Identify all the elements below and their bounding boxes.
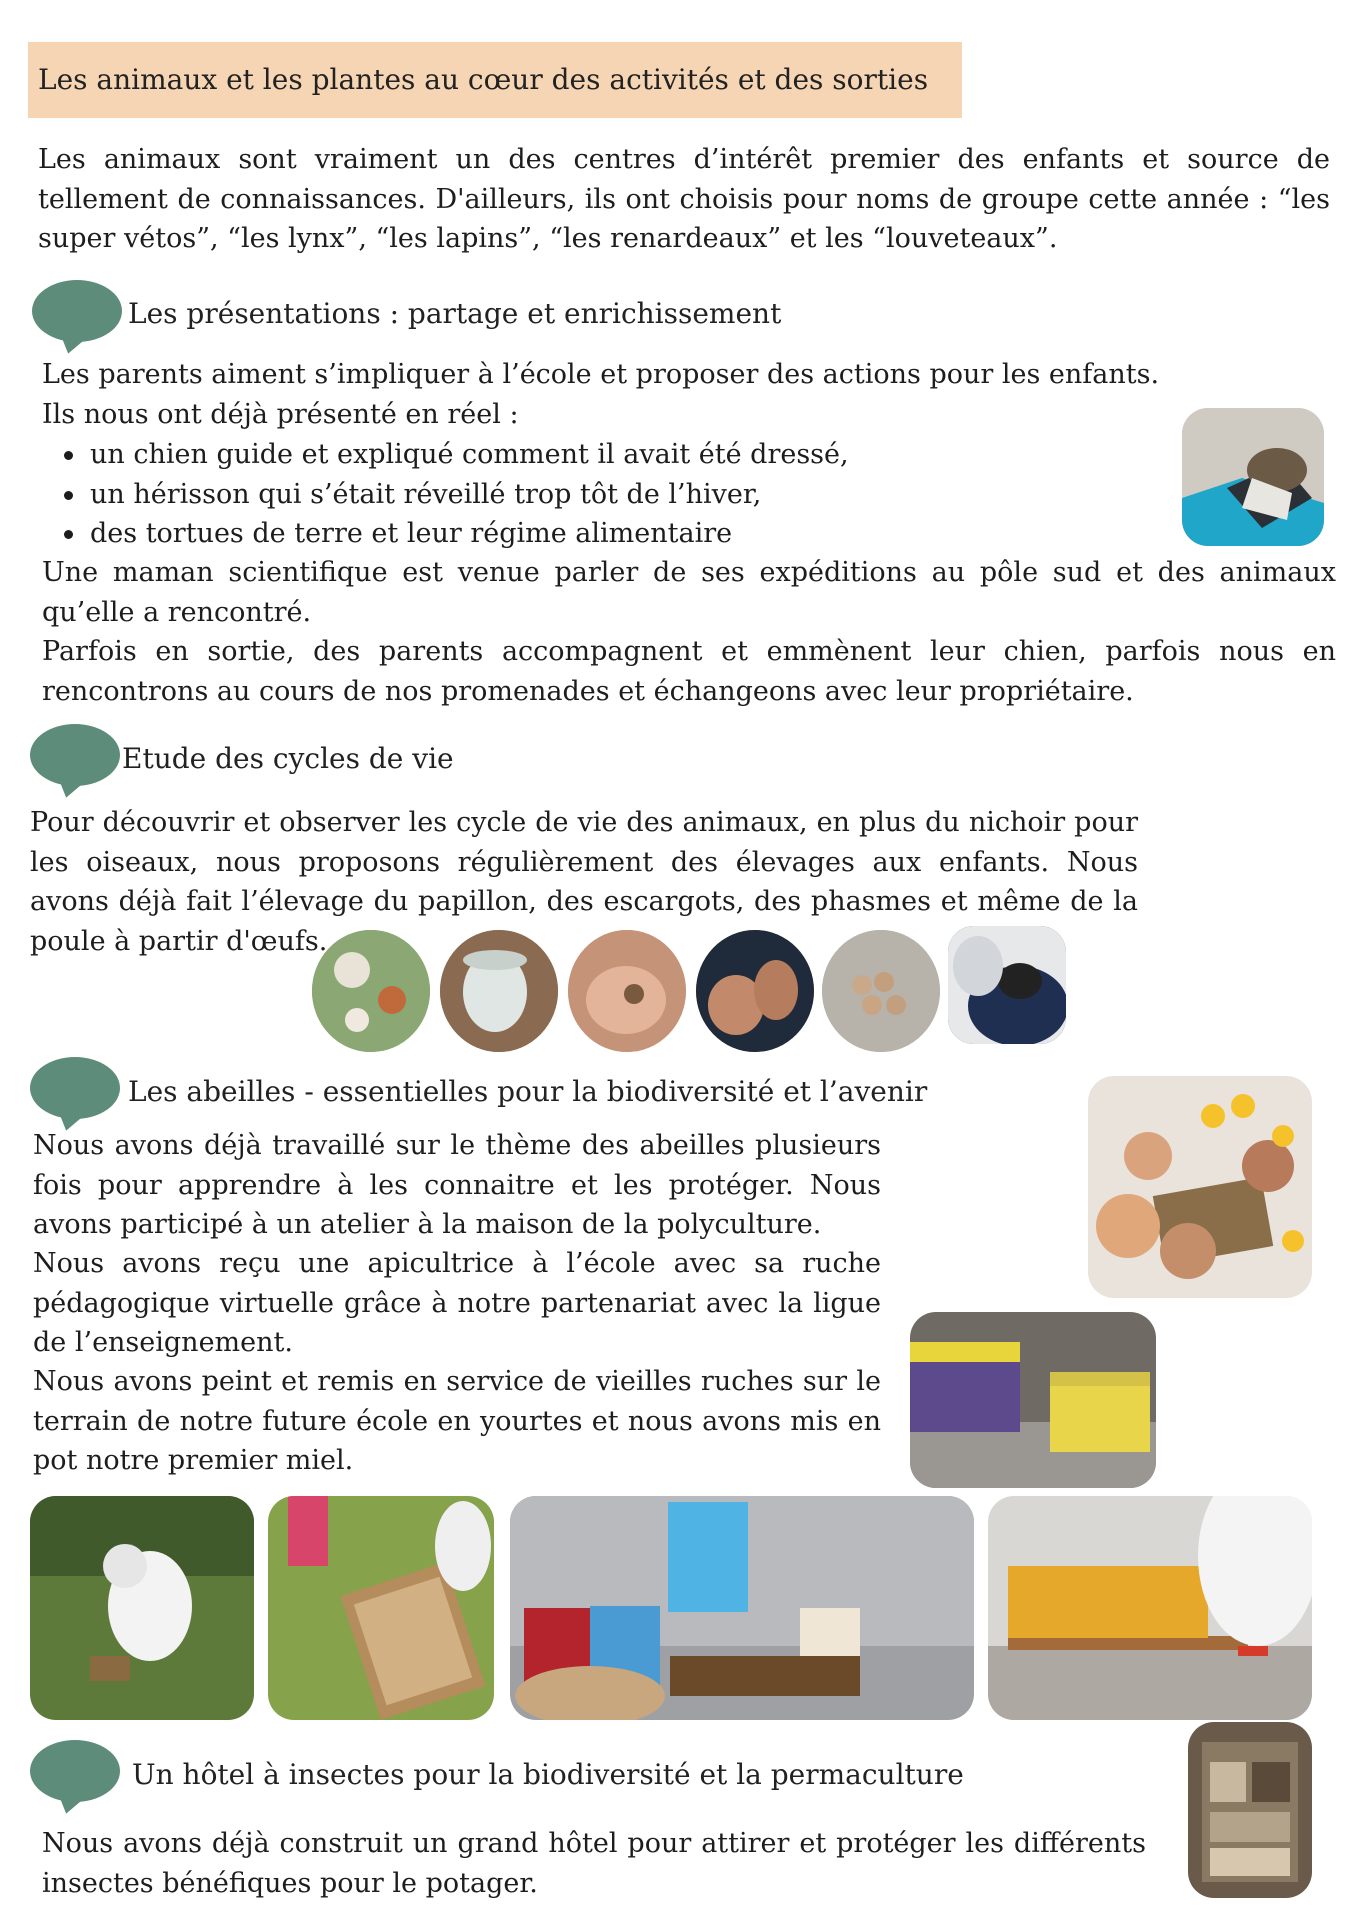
insect-hotel-photo — [1188, 1722, 1312, 1898]
section-title-abeilles: Les abeilles - essentielles pour la biodiversité et l’avenir — [128, 1075, 928, 1108]
section-title-cycles: Etude des cycles de vie — [122, 742, 454, 775]
list-item: un hérisson qui s’était réveillé trop tôt de l’hiver, — [42, 475, 1142, 515]
snail-jar-photo — [440, 930, 558, 1052]
presentations-paragraph-2: Parfois en sortie, des parents accompagnent et emmènent leur chien, parfois nous en rencontrons au cours de nos promenades et échangeons avec leur propriétaire. — [42, 636, 1336, 707]
presentations-line-1: Les parents aiment s’impliquer à l’école et proposer des actions pour les enfants. — [42, 359, 1160, 390]
hive-frames-grass-photo — [268, 1496, 494, 1720]
beekeeper-suit-photo — [30, 1496, 254, 1720]
cycles-paragraph: Pour découvrir et observer les cycle de vie des animaux, en plus du nichoir pour les oiseaux, nous proposons régulièrement des élevages aux enfants. Nous avons déjà fait l’élevage du papillon, des escargots, des phasmes et même de la poule à partir d'œufs. — [30, 807, 1138, 957]
chick-photo — [948, 926, 1066, 1044]
speech-bubble-icon — [30, 1740, 120, 1802]
hedgehog-photo — [1182, 408, 1324, 546]
butterfly-rearing-photo — [312, 930, 430, 1052]
abeilles-paragraph-3: Nous avons peint et remis en service de vieilles ruches sur le terrain de notre future école en yourtes et nous avons mis en pot notre premier miel. — [33, 1366, 881, 1476]
bee-exhibit-table-photo — [510, 1496, 974, 1720]
presentations-line-2: Ils nous ont déjà présenté en réel : — [42, 399, 519, 430]
abeilles-paragraph-2: Nous avons reçu une apicultrice à l’école avec sa ruche pédagogique virtuelle grâce à notre partenariat avec la ligue de l’enseignement. — [33, 1248, 881, 1358]
eggs-incubator-photo — [822, 930, 940, 1052]
children-beehive-workshop-photo — [1088, 1076, 1312, 1298]
list-item: un chien guide et expliqué comment il avait été dressé, — [42, 435, 1142, 475]
intro-paragraph: Les animaux sont vraiment un des centres d’intérêt premier des enfants et source de tellement de connaissances. D'ailleurs, ils ont choisis pour noms de groupe cette année : “les super vétos”, “les lynx”, “les lapins”, “les renardeaux” et les “louveteaux”. — [38, 144, 1330, 254]
phasmid-hands-photo — [696, 930, 814, 1052]
hotel-paragraph: Nous avons déjà construit un grand hôtel pour attirer et protéger les différents insectes bénéfiques pour le potager. — [42, 1828, 1146, 1899]
snail-in-hand-photo — [568, 930, 686, 1052]
list-item: des tortues de terre et leur régime alimentaire — [42, 514, 1142, 554]
section-title-hotel: Un hôtel à insectes pour la biodiversité et la permaculture — [132, 1758, 964, 1791]
page-title: Les animaux et les plantes au cœur des activités et des sorties — [38, 63, 929, 96]
speech-bubble-icon — [30, 1057, 120, 1119]
presentations-bullet-list — [42, 435, 1142, 554]
section-title-presentations: Les présentations : partage et enrichissement — [128, 297, 782, 330]
honey-jars-photo — [988, 1496, 1312, 1720]
speech-bubble-icon — [32, 280, 122, 342]
painted-hives-photo — [910, 1312, 1156, 1488]
abeilles-paragraph-1: Nous avons déjà travaillé sur le thème des abeilles plusieurs fois pour apprendre à les connaitre et les protéger. Nous avons participé à un atelier à la maison de la polyculture. — [33, 1130, 881, 1240]
speech-bubble-icon — [30, 724, 120, 786]
presentations-paragraph-1: Une maman scientifique est venue parler de ses expéditions au pôle sud et des animaux qu’elle a rencontré. — [42, 557, 1336, 628]
